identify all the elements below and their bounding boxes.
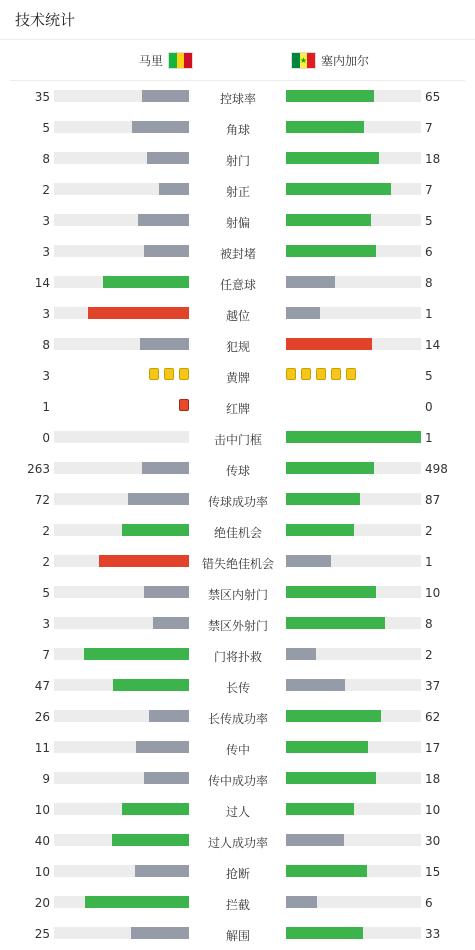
away-stat-bar xyxy=(286,865,421,877)
away-stat-bar-fill xyxy=(286,338,372,350)
away-stat-bar-fill xyxy=(286,865,367,877)
home-stat-bar-fill xyxy=(99,555,189,567)
away-stat-bar-fill xyxy=(286,524,354,536)
home-stat-bar xyxy=(54,431,189,443)
home-stat-value: 2 xyxy=(42,183,50,197)
home-stat-value: 9 xyxy=(42,772,50,786)
home-stat-bar xyxy=(54,524,189,536)
away-stat-bar-fill xyxy=(286,617,385,629)
home-stat-bar-fill xyxy=(159,183,189,195)
home-stat-value: 11 xyxy=(34,741,50,755)
home-stat-value: 0 xyxy=(42,431,50,445)
home-stat-bar xyxy=(54,245,189,257)
home-stat-value: 5 xyxy=(42,121,50,135)
away-stat-bar-fill xyxy=(286,214,371,226)
away-stat-bar xyxy=(286,617,421,629)
away-stat-value: 18 xyxy=(425,772,441,786)
away-stat-bar xyxy=(286,462,421,474)
away-stat-value: 33 xyxy=(425,927,441,941)
home-stat-bar xyxy=(54,338,189,350)
stat-row xyxy=(0,422,475,453)
stat-label: 拦截 xyxy=(225,898,250,912)
home-stat-bar xyxy=(54,121,189,133)
home-stat-value: 2 xyxy=(42,555,50,569)
away-stat-value: 30 xyxy=(425,834,441,848)
stat-row xyxy=(0,732,475,763)
away-stat-bar-fill xyxy=(286,586,376,598)
senegal-flag-icon xyxy=(291,52,316,69)
away-team-name: 塞内加尔 xyxy=(321,54,370,68)
away-stat-bar xyxy=(286,431,421,443)
stat-row xyxy=(0,391,475,422)
away-stat-bar-fill xyxy=(286,307,320,319)
yellow-card-icon xyxy=(149,368,159,380)
away-stat-value: 498 xyxy=(425,462,448,476)
stat-label: 门将扑救 xyxy=(213,650,262,664)
stat-row xyxy=(0,887,475,918)
stat-label: 任意球 xyxy=(219,278,256,292)
away-stat-bar xyxy=(286,245,421,257)
away-stat-value: 2 xyxy=(425,648,433,662)
home-stat-bar xyxy=(54,276,189,288)
away-stat-bar xyxy=(286,896,421,908)
away-stat-bar-fill xyxy=(286,741,368,753)
away-stat-value: 65 xyxy=(425,90,441,104)
stat-label: 禁区内射门 xyxy=(207,588,268,602)
home-stat-bar xyxy=(54,493,189,505)
home-stat-bar-fill xyxy=(113,679,189,691)
home-stat-bar-fill xyxy=(144,586,189,598)
away-stat-bar xyxy=(286,586,421,598)
away-stat-bar xyxy=(286,338,421,350)
stat-row xyxy=(0,546,475,577)
stat-row xyxy=(0,205,475,236)
away-stat-value: 8 xyxy=(425,276,433,290)
stat-label: 传球成功率 xyxy=(207,495,268,509)
home-stat-bar xyxy=(54,865,189,877)
away-stat-bar xyxy=(286,741,421,753)
page-title: 技术统计 xyxy=(15,11,76,29)
away-stat-value: 6 xyxy=(425,245,433,259)
away-stat-bar-fill xyxy=(286,121,364,133)
stat-label: 射偏 xyxy=(225,216,250,230)
away-stat-bar xyxy=(286,834,421,846)
away-stat-value: 5 xyxy=(425,214,433,228)
away-stat-bar xyxy=(286,493,421,505)
page-title-bar xyxy=(0,0,475,40)
home-stat-value: 20 xyxy=(34,896,50,910)
home-stat-value: 8 xyxy=(42,152,50,166)
stat-label: 黄牌 xyxy=(225,371,250,385)
home-stat-bar xyxy=(54,710,189,722)
home-stat-bar-fill xyxy=(85,896,189,908)
flag-star-icon: ★ xyxy=(299,55,308,65)
away-stat-bar-fill xyxy=(286,245,376,257)
home-stat-value: 10 xyxy=(34,865,50,879)
away-cards xyxy=(286,368,356,380)
away-team xyxy=(291,52,369,69)
stat-label: 传中 xyxy=(225,743,250,757)
home-stat-value: 47 xyxy=(34,679,50,693)
teams-header xyxy=(10,40,465,81)
stat-label: 射门 xyxy=(225,154,250,168)
home-stat-bar-fill xyxy=(147,152,189,164)
away-stat-bar-fill xyxy=(286,90,374,102)
away-stat-bar-fill xyxy=(286,710,381,722)
stat-row xyxy=(0,825,475,856)
stat-label: 传球 xyxy=(225,464,250,478)
stat-row xyxy=(0,143,475,174)
stat-label: 抢断 xyxy=(225,867,250,881)
away-stat-bar-fill xyxy=(286,834,344,846)
home-stat-bar-fill xyxy=(136,741,189,753)
away-stat-bar-fill xyxy=(286,772,376,784)
stat-label: 错失绝佳机会 xyxy=(201,557,274,571)
stat-label: 绝佳机会 xyxy=(213,526,262,540)
yellow-card-icon xyxy=(179,368,189,380)
home-stat-value: 3 xyxy=(42,369,50,383)
away-stat-value: 10 xyxy=(425,803,441,817)
away-stat-value: 37 xyxy=(425,679,441,693)
home-stat-bar xyxy=(54,741,189,753)
away-stat-bar-fill xyxy=(286,679,345,691)
stat-row xyxy=(0,236,475,267)
stat-row xyxy=(0,81,475,112)
home-stat-bar-fill xyxy=(140,338,189,350)
yellow-card-icon xyxy=(316,368,326,380)
home-stat-bar-fill xyxy=(84,648,189,660)
home-stat-value: 1 xyxy=(42,400,50,414)
home-stat-bar xyxy=(54,896,189,908)
home-stat-bar xyxy=(54,834,189,846)
away-stat-bar-fill xyxy=(286,462,374,474)
stat-row xyxy=(0,670,475,701)
home-cards xyxy=(179,399,189,411)
away-stat-bar xyxy=(286,121,421,133)
home-stat-value: 40 xyxy=(34,834,50,848)
away-stat-bar-fill xyxy=(286,493,360,505)
yellow-card-icon xyxy=(331,368,341,380)
stat-row xyxy=(0,639,475,670)
home-stat-value: 3 xyxy=(42,307,50,321)
stat-row xyxy=(0,267,475,298)
away-stat-value: 18 xyxy=(425,152,441,166)
away-stat-bar xyxy=(286,648,421,660)
home-stat-bar xyxy=(54,679,189,691)
home-stat-bar-fill xyxy=(142,90,189,102)
stat-row xyxy=(0,515,475,546)
stat-label: 长传成功率 xyxy=(207,712,268,726)
away-stat-bar xyxy=(286,90,421,102)
home-stat-value: 7 xyxy=(42,648,50,662)
stat-row xyxy=(0,701,475,732)
stat-row xyxy=(0,577,475,608)
home-stat-value: 10 xyxy=(34,803,50,817)
red-card-icon xyxy=(179,399,189,411)
stat-label: 传中成功率 xyxy=(207,774,268,788)
stat-label: 禁区外射门 xyxy=(207,619,268,633)
yellow-card-icon xyxy=(164,368,174,380)
stat-row xyxy=(0,484,475,515)
away-stat-value: 14 xyxy=(425,338,441,352)
home-stat-value: 72 xyxy=(34,493,50,507)
mali-flag-icon xyxy=(168,52,193,69)
away-stat-bar xyxy=(286,152,421,164)
away-stat-bar-fill xyxy=(286,183,391,195)
stat-label: 过人成功率 xyxy=(207,836,268,850)
home-stat-value: 3 xyxy=(42,617,50,631)
home-stat-bar xyxy=(54,90,189,102)
yellow-card-icon xyxy=(301,368,311,380)
home-stat-bar xyxy=(54,555,189,567)
home-stat-value: 5 xyxy=(42,586,50,600)
away-stat-bar xyxy=(286,927,421,939)
away-stat-bar-fill xyxy=(286,431,421,443)
away-stat-bar-fill xyxy=(286,896,317,908)
away-stat-value: 6 xyxy=(425,896,433,910)
away-stat-value: 17 xyxy=(425,741,441,755)
stat-label: 角球 xyxy=(225,123,250,137)
stat-row xyxy=(0,918,475,949)
away-stat-value: 8 xyxy=(425,617,433,631)
away-stat-bar xyxy=(286,214,421,226)
stat-row xyxy=(0,329,475,360)
home-stat-bar-fill xyxy=(149,710,190,722)
away-stat-bar-fill xyxy=(286,803,354,815)
home-stat-bar xyxy=(54,586,189,598)
away-stat-bar xyxy=(286,307,421,319)
home-stat-bar-fill xyxy=(131,927,189,939)
away-stat-value: 5 xyxy=(425,369,433,383)
away-stat-bar xyxy=(286,524,421,536)
home-stat-bar-fill xyxy=(122,803,190,815)
home-stat-bar-fill xyxy=(142,462,189,474)
home-stat-value: 8 xyxy=(42,338,50,352)
home-stat-bar xyxy=(54,462,189,474)
away-stat-value: 0 xyxy=(425,400,433,414)
stat-label: 过人 xyxy=(225,805,250,819)
stat-label: 射正 xyxy=(225,185,250,199)
home-stat-bar-fill xyxy=(88,307,189,319)
away-stat-value: 15 xyxy=(425,865,441,879)
stat-row xyxy=(0,608,475,639)
home-stat-bar xyxy=(54,214,189,226)
stat-label: 解围 xyxy=(225,929,250,943)
home-stat-bar-fill xyxy=(138,214,189,226)
stat-row xyxy=(0,174,475,205)
stat-row xyxy=(0,763,475,794)
home-stat-value: 26 xyxy=(34,710,50,724)
stat-row xyxy=(0,794,475,825)
home-cards xyxy=(149,368,189,380)
home-stat-bar xyxy=(54,648,189,660)
away-stat-bar xyxy=(286,183,421,195)
home-stat-bar-fill xyxy=(135,865,189,877)
stat-label: 红牌 xyxy=(225,402,250,416)
away-stat-bar xyxy=(286,276,421,288)
home-stat-bar-fill xyxy=(132,121,189,133)
home-stat-bar-fill xyxy=(153,617,189,629)
away-stat-bar-fill xyxy=(286,648,316,660)
stat-row xyxy=(0,298,475,329)
stat-row xyxy=(0,112,475,143)
away-stat-value: 87 xyxy=(425,493,441,507)
home-team xyxy=(139,52,193,69)
away-stat-value: 10 xyxy=(425,586,441,600)
home-stat-value: 14 xyxy=(34,276,50,290)
away-stat-value: 7 xyxy=(425,121,433,135)
stat-label: 击中门框 xyxy=(213,433,262,447)
stat-label: 越位 xyxy=(225,309,250,323)
home-stat-value: 35 xyxy=(34,90,50,104)
home-stat-bar xyxy=(54,772,189,784)
home-stat-value: 3 xyxy=(42,245,50,259)
stats-list xyxy=(0,81,475,949)
home-stat-bar-fill xyxy=(144,772,189,784)
home-stat-value: 25 xyxy=(34,927,50,941)
away-stat-bar xyxy=(286,679,421,691)
home-stat-bar xyxy=(54,307,189,319)
home-stat-bar xyxy=(54,803,189,815)
away-stat-value: 7 xyxy=(425,183,433,197)
away-stat-value: 62 xyxy=(425,710,441,724)
home-stat-bar-fill xyxy=(128,493,189,505)
away-stat-bar-fill xyxy=(286,927,363,939)
yellow-card-icon xyxy=(346,368,356,380)
home-stat-bar xyxy=(54,152,189,164)
away-stat-bar-fill xyxy=(286,555,331,567)
away-stat-value: 1 xyxy=(425,307,433,321)
away-stat-bar-fill xyxy=(286,276,335,288)
home-stat-value: 2 xyxy=(42,524,50,538)
stat-label: 长传 xyxy=(225,681,250,695)
stat-label: 犯规 xyxy=(225,340,250,354)
away-stat-value: 2 xyxy=(425,524,433,538)
home-team-name: 马里 xyxy=(138,54,163,68)
away-stat-bar xyxy=(286,772,421,784)
stat-row xyxy=(0,360,475,391)
home-stat-bar-fill xyxy=(144,245,189,257)
away-stat-bar xyxy=(286,710,421,722)
home-stat-bar xyxy=(54,927,189,939)
away-stat-value: 1 xyxy=(425,555,433,569)
away-stat-bar-fill xyxy=(286,152,379,164)
home-stat-bar xyxy=(54,183,189,195)
yellow-card-icon xyxy=(286,368,296,380)
stat-row xyxy=(0,453,475,484)
home-stat-value: 263 xyxy=(27,462,50,476)
home-stat-bar xyxy=(54,617,189,629)
stat-label: 被封堵 xyxy=(219,247,256,261)
away-stat-bar xyxy=(286,555,421,567)
home-stat-bar-fill xyxy=(122,524,190,536)
away-stat-value: 1 xyxy=(425,431,433,445)
home-stat-bar-fill xyxy=(103,276,189,288)
away-stat-bar xyxy=(286,803,421,815)
stat-label: 控球率 xyxy=(219,92,256,106)
home-stat-value: 3 xyxy=(42,214,50,228)
home-stat-bar-fill xyxy=(112,834,189,846)
stat-row xyxy=(0,856,475,887)
